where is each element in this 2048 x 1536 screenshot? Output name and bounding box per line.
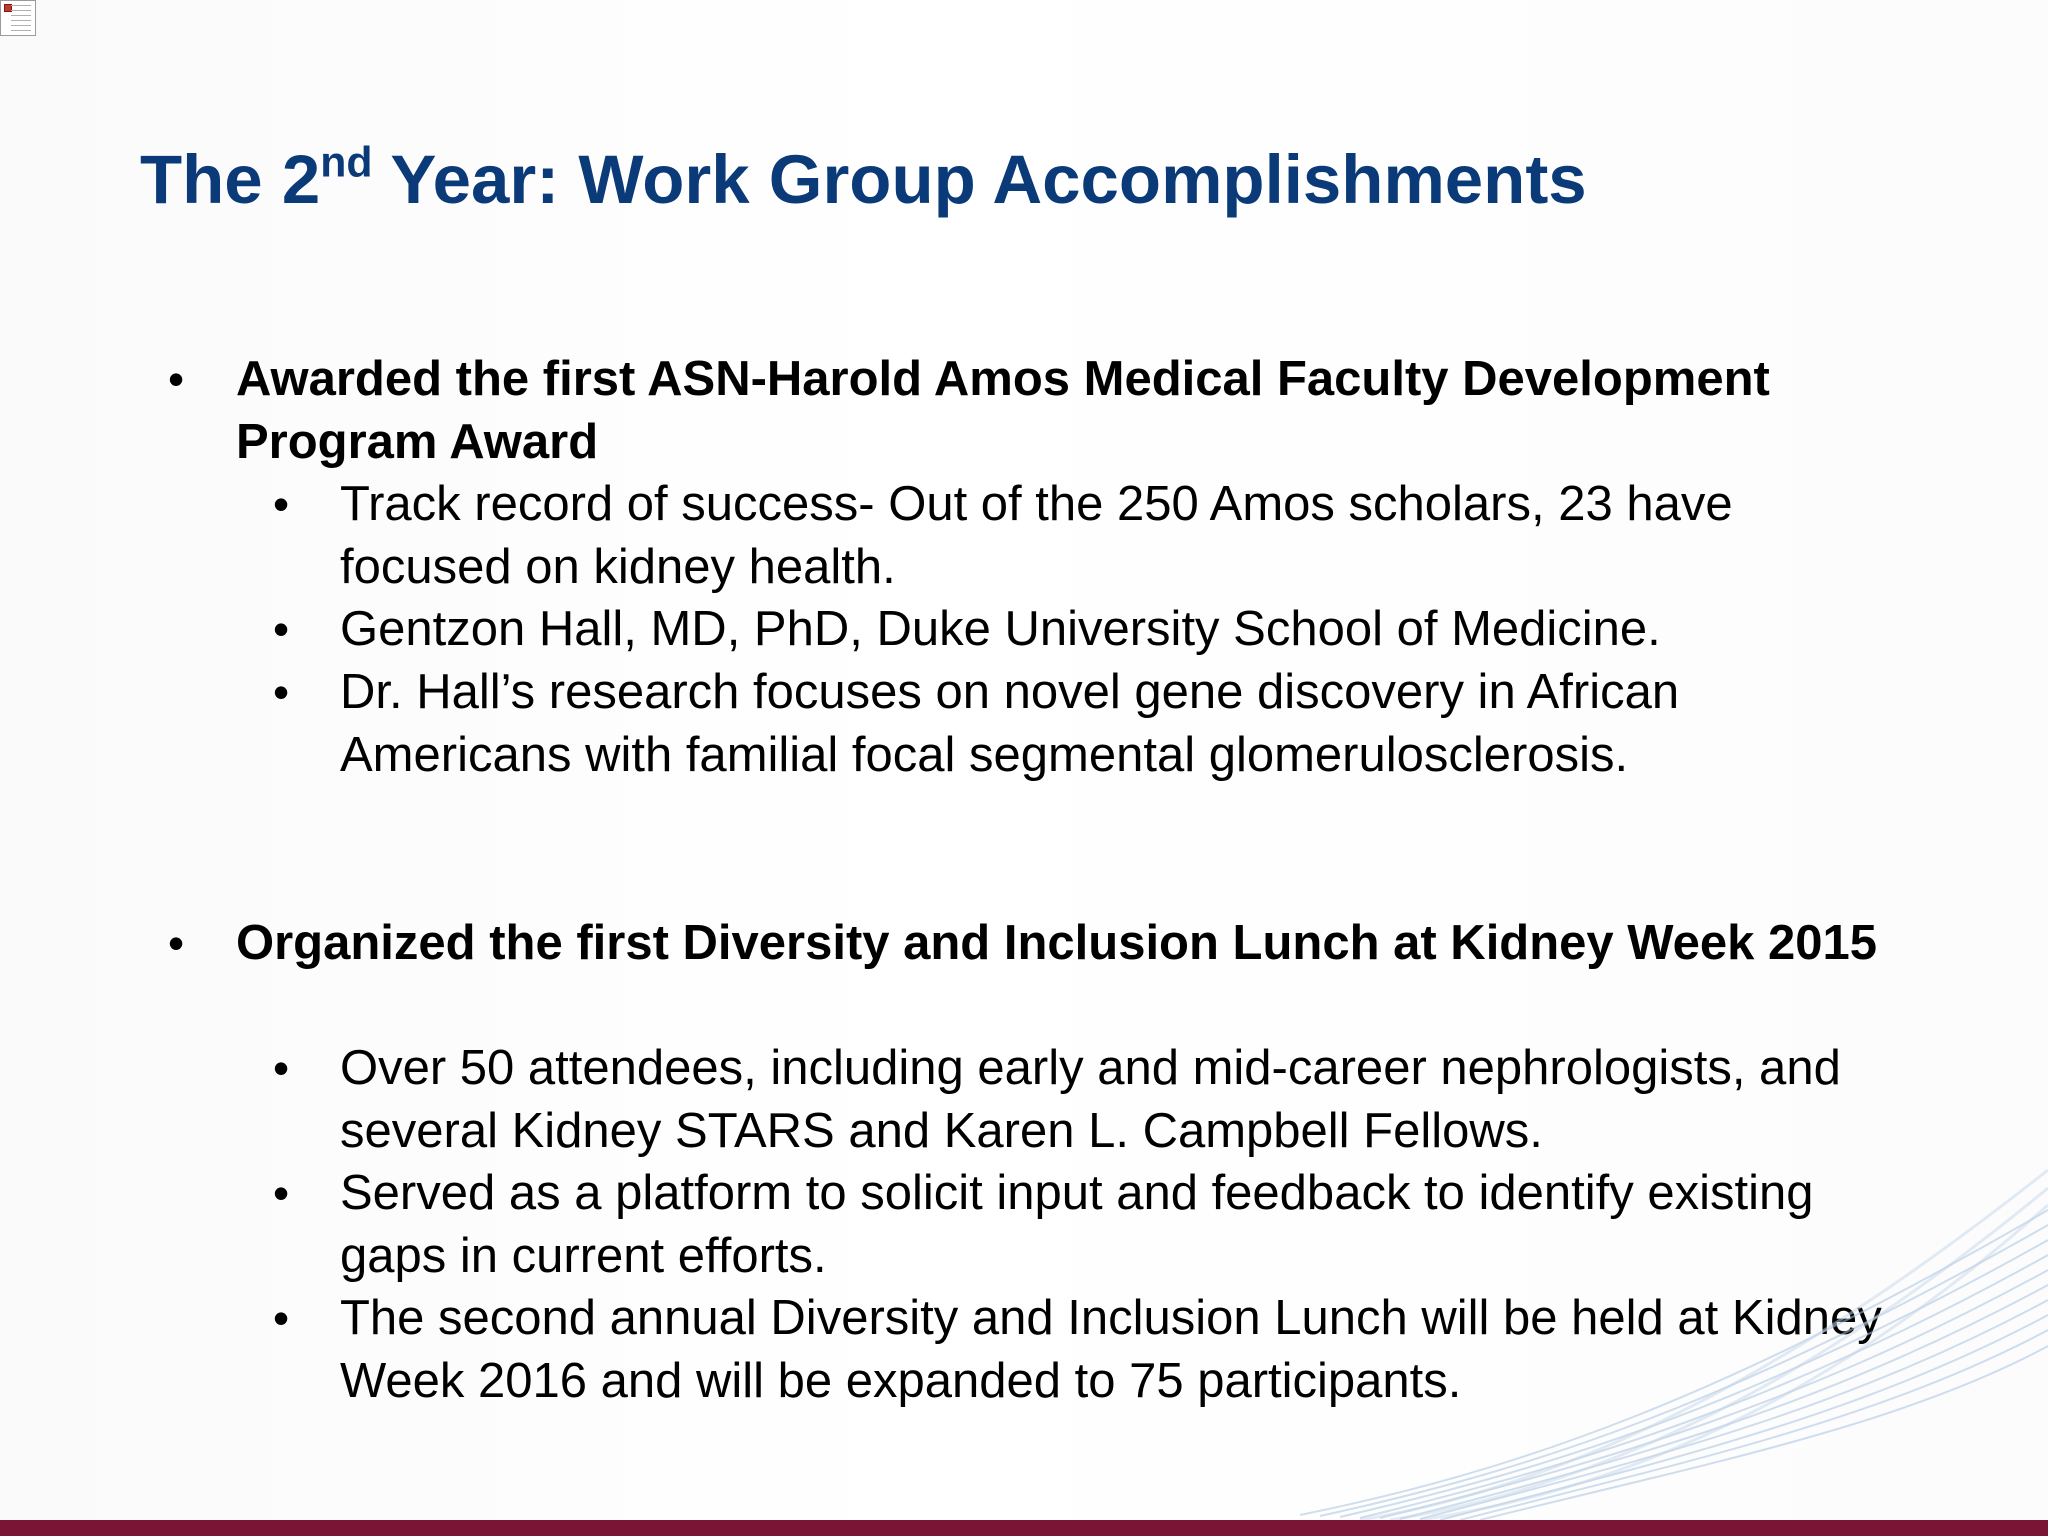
section-heading-text: Awarded the first ASN-Harold Amos Medical Faculty Development Program Award (236, 352, 1770, 469)
decorative-swoosh (1300, 1150, 2048, 1520)
sub-bullet-text: Dr. Hall’s research focuses on novel gene discovery in African Americans with familial focal segmental glomerulosclerosis. (340, 665, 1680, 782)
sub-bullet-text: Gentzon Hall, MD, PhD, Duke University School of Medicine. (340, 602, 1661, 656)
sub-bullet-text: Track record of success- Out of the 250 Amos scholars, 23 have focused on kidney health. (340, 477, 1733, 594)
section-heading-text: Organized the first Diversity and Inclusion Lunch at Kidney Week 2015 (236, 916, 1878, 970)
bullet-dot: • (168, 353, 185, 405)
bullet-dot: • (273, 1167, 290, 1219)
bullet-dot: • (273, 478, 290, 530)
footer-bar (0, 1520, 2048, 1536)
title-suffix: Year: Work Group Accomplishments (372, 141, 1587, 218)
sub-bullet-text: The second annual Diversity and Inclusion Lunch will be held at Kidney Week 2016 and will be expanded to 75 participants. (340, 1291, 1882, 1408)
sub-bullet-text: Served as a platform to solicit input and feedback to identify existing gaps in current efforts. (340, 1166, 1814, 1283)
bullet-dot: • (168, 917, 185, 969)
title-prefix: The 2 (140, 141, 321, 218)
title-superscript: nd (320, 138, 373, 187)
bullet-dot: • (273, 1292, 290, 1344)
bullet-dot: • (273, 1042, 290, 1094)
sub-bullet-text: Over 50 attendees, including early and mid-career nephrologists, and several Kidney STARS and Karen L. Campbell Fellows. (340, 1041, 1841, 1158)
bullet-dot: • (273, 603, 290, 655)
bullet-dot: • (273, 666, 290, 718)
